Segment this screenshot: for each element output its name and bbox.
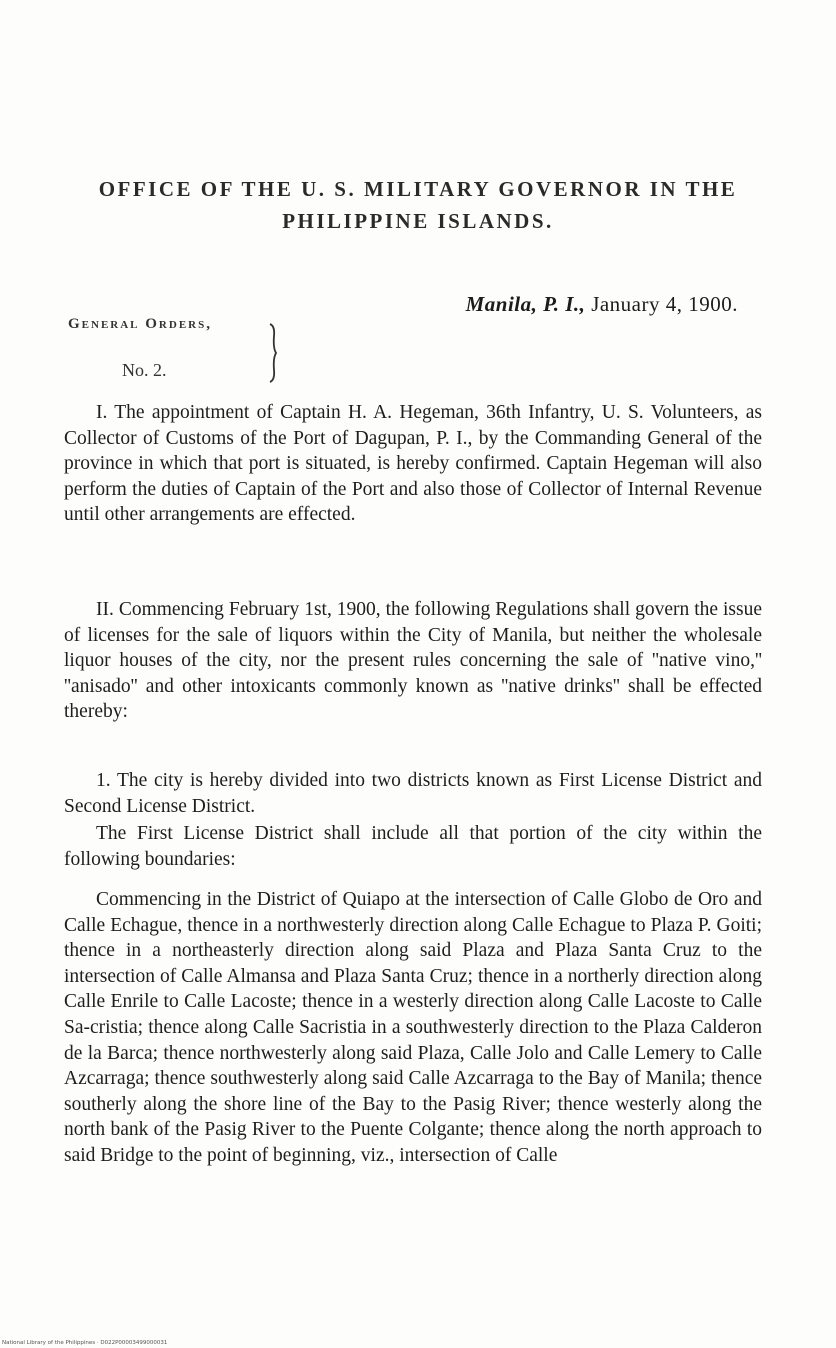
dateline-date: January 4, 1900. <box>591 292 738 316</box>
dateline-place: Manila, P. I., <box>465 292 586 316</box>
paragraph-2 <box>64 597 762 725</box>
paragraph-3-text: 1. The city is hereby divided into two districts known as First License District and Second License District. <box>64 770 762 817</box>
heading-line-2: PHILIPPINE ISLANDS. <box>282 209 554 233</box>
paragraph-1-text: I. The appointment of Captain H. A. Hegeman, 36th Infantry, U. S. Volunteers, as Collector of Customs of the Port of Dagupan, P. I., by the Commanding General of the province in which that port is situated, is hereby confirmed. Captain Hegeman will also perform the duties of Captain of the Port and also those of Collector of Internal Revenue until other arrangements are effected. <box>64 402 762 526</box>
general-orders-label: General Orders, <box>68 316 212 332</box>
paragraph-1 <box>64 400 762 528</box>
heading-line-1: OFFICE OF THE U. S. MILITARY GOVERNOR IN THE <box>98 177 738 201</box>
paragraph-3 <box>64 768 762 819</box>
paragraph-2-text: II. Commencing February 1st, 1900, the following Regulations shall govern the issue of licenses for the sale of liquors within the City of Manila, but neither the wholesale liquor houses of the city, nor the present rules concerning the sale of ''native vino,'' ''anisado'' and other intoxicants commonly known as ''native drinks'' shall be effected thereby: <box>64 599 762 723</box>
paragraph-4-text: The First License District shall include all that portion of the city within the following boundaries: <box>64 823 762 870</box>
paragraph-5 <box>64 887 762 1169</box>
footer-source: National Library of the Philippines · D022P00003499000031 <box>2 1340 168 1346</box>
brace-icon <box>268 322 278 384</box>
paragraph-5-text: Commencing in the District of Quiapo at the intersection of Calle Globo de Oro and Calle Echague, thence in a northwesterly direction along Calle Echague to Plaza P. Goiti; thence in a northeasterly direction along said Plaza and Plaza Santa Cruz to the intersection of Calle Almansa and Plaza Santa Cruz; thence in a northerly direction along Calle Enrile to Calle Lacoste; thence in a westerly direction along Calle Lacoste to Calle Sa-cristia; thence along Calle Sacristia in a southwesterly direction to the Plaza Calderon de la Barca; thence northwesterly along said Plaza, Calle Jolo and Calle Lemery to Calle Azcarraga; thence southwesterly along said Calle Azcarraga to the Bay of Manila; thence southerly along the shore line of the Bay to the Pasig River; thence westerly along the north bank of the Pasig River to the Puente Colgante; thence along the north approach to said Bridge to the point of beginning, viz., intersection of Calle <box>64 889 762 1166</box>
paragraph-4 <box>64 821 762 872</box>
general-orders-number: No. 2. <box>122 360 167 380</box>
dateline <box>466 292 738 317</box>
